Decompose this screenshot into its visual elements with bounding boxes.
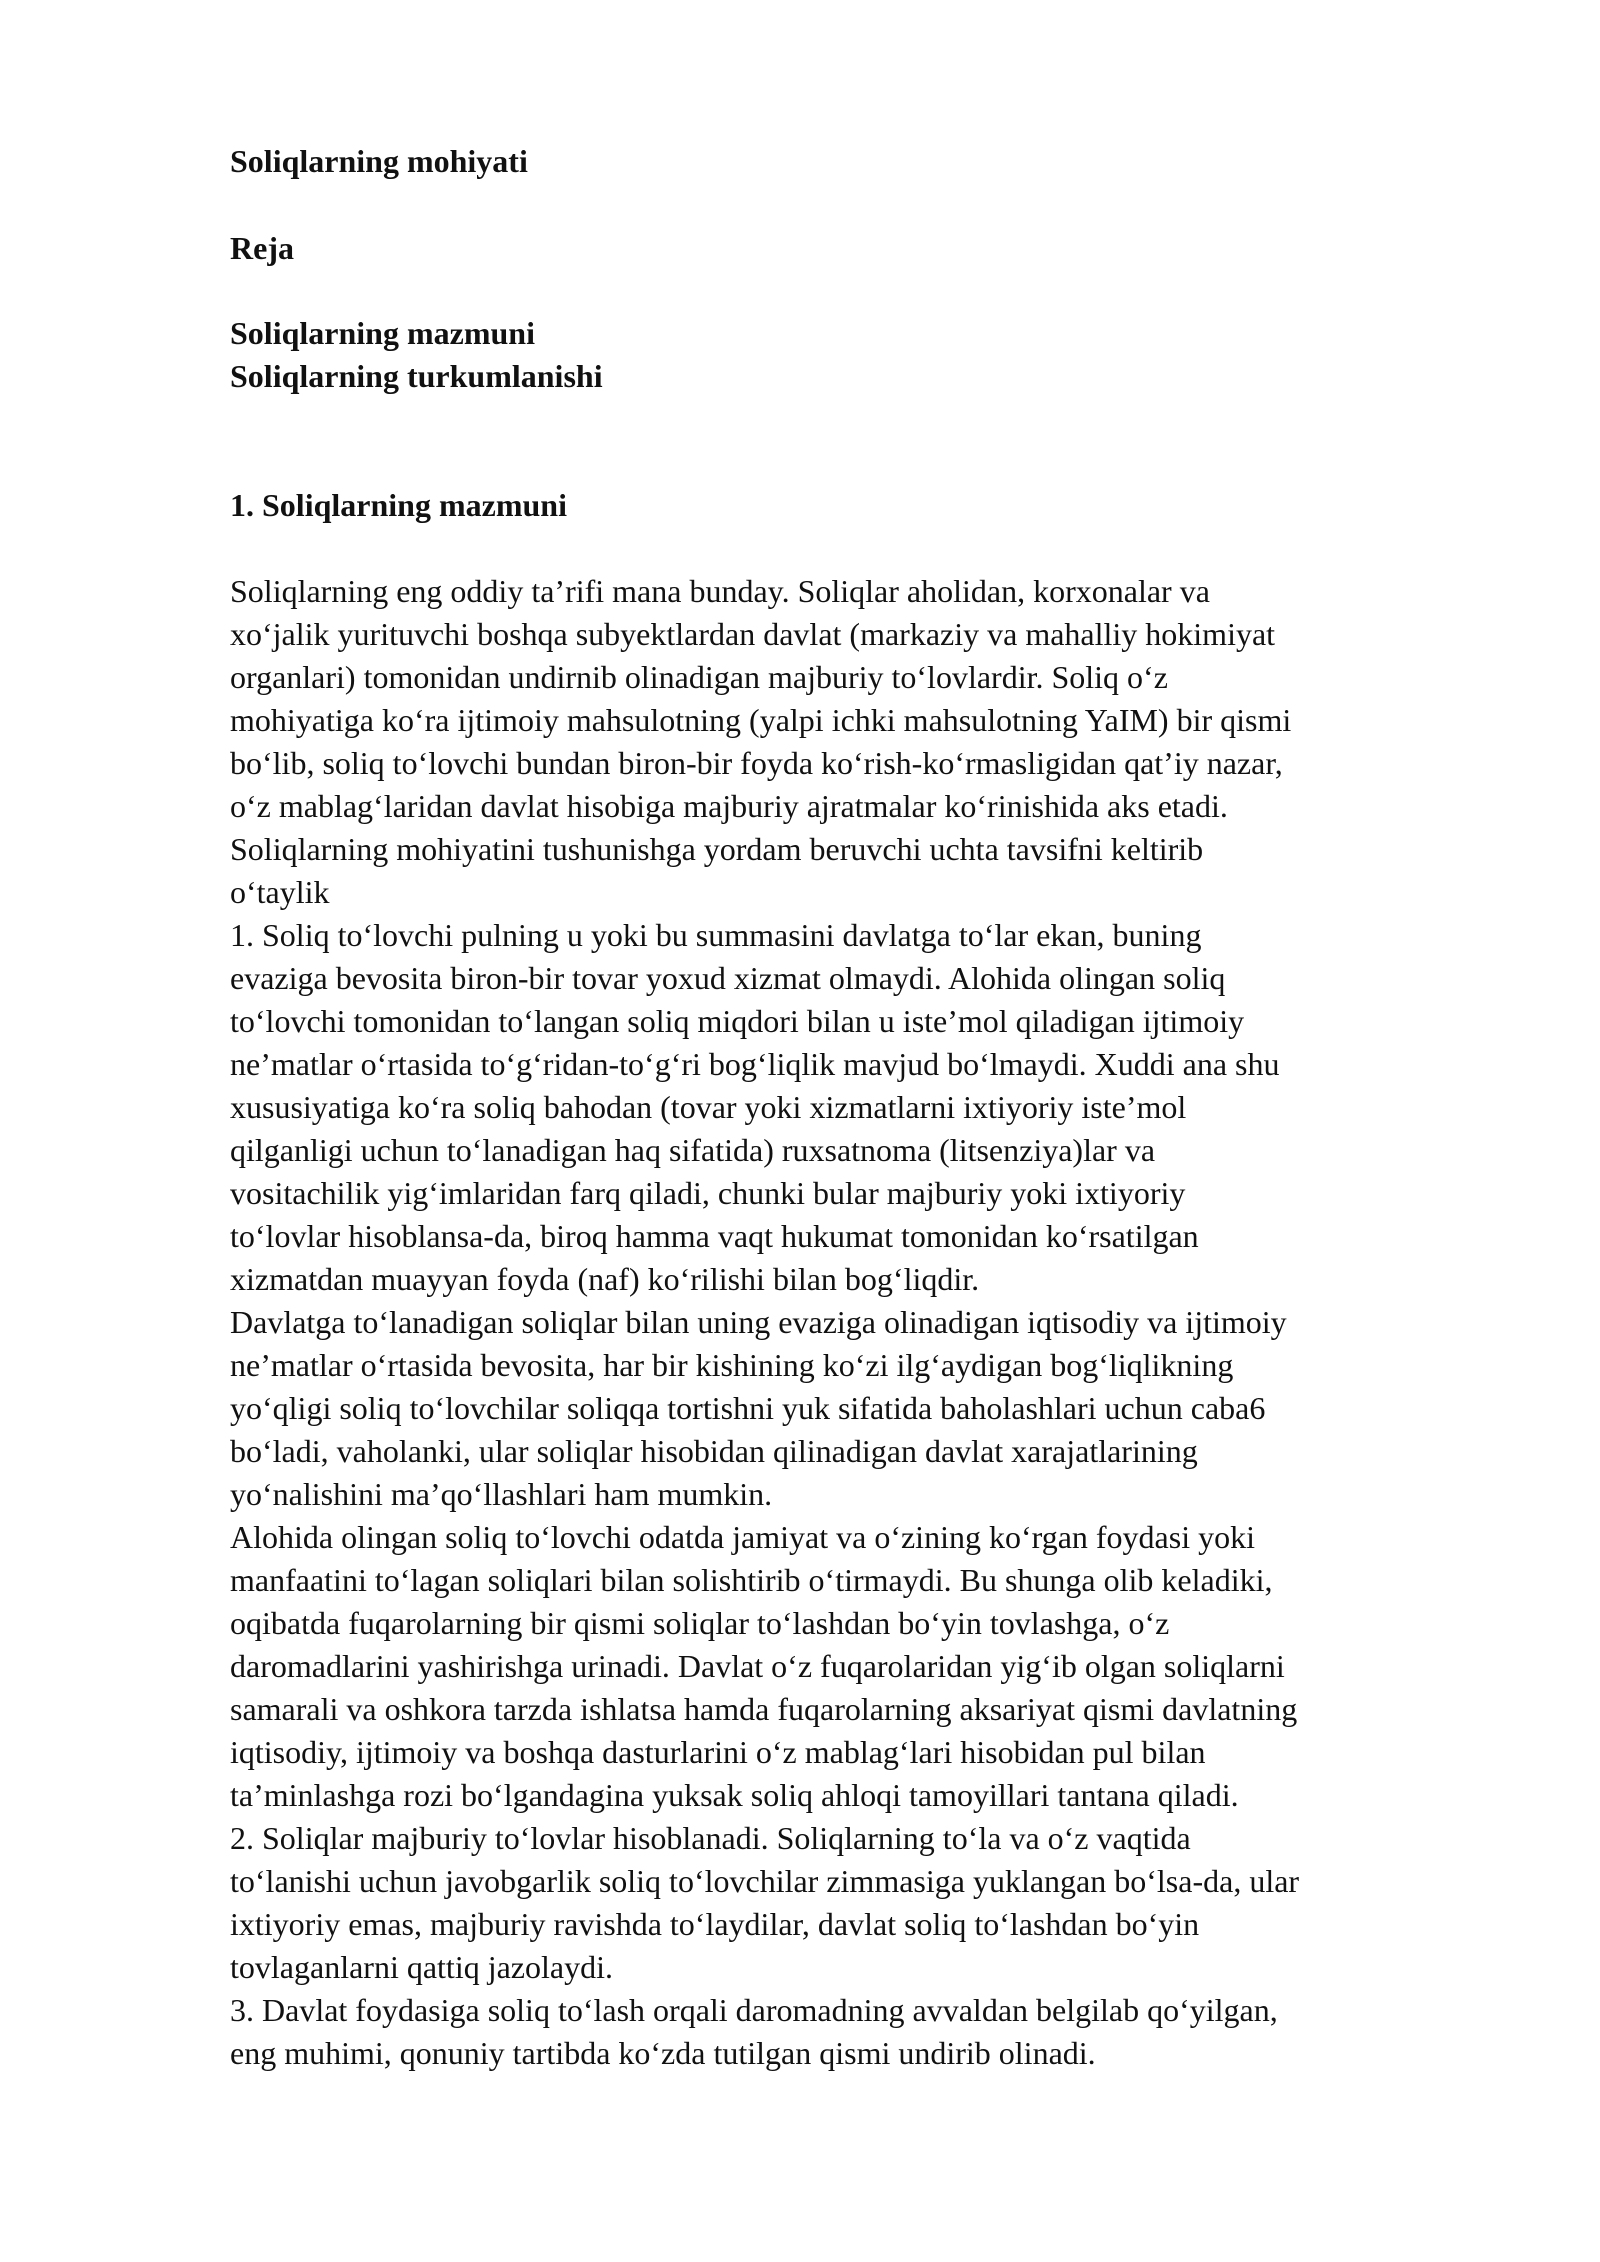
text-line: 3. Davlat foydasiga soliq to‘lash orqali daromadning avvaldan belgilab qo‘yilgan, (230, 1992, 1278, 2028)
text-line: ne’matlar o‘rtasida to‘g‘ridan-to‘g‘ri bog‘liqlik mavjud bo‘lmaydi. Xuddi ana shu (230, 1046, 1280, 1082)
plan-item: Soliqlarning mazmuni (230, 315, 535, 351)
text-line: samarali va oshkora tarzda ishlatsa hamda fuqarolarning aksariyat qismi davlatning (230, 1691, 1298, 1727)
text-line: organlari) tomonidan undirnib olinadigan majburiy to‘lovlardir. Soliq o‘z (230, 659, 1168, 695)
text-line: evaziga bevosita biron-bir tovar yoxud xizmat olmaydi. Alohida olingan soliq (230, 960, 1226, 996)
text-line: Soliqlarning eng oddiy ta’rifi mana bunday. Soliqlar aholidan, korxonalar va (230, 573, 1210, 609)
text-line: bo‘ladi, vaholanki, ular soliqlar hisobidan qilinadigan davlat xarajatlarining (230, 1433, 1198, 1469)
text-line: Soliqlarning mohiyatini tushunishga yordam beruvchi uchta tavsifni keltirib (230, 831, 1204, 867)
text-line: yo‘qligi soliq to‘lovchilar soliqqa tortishni yuk sifatida baholashlari uchun caba6 (230, 1390, 1266, 1426)
text-line: ta’minlashga rozi bo‘lgandagina yuksak soliq ahloqi tamoyillari tantana qiladi. (230, 1777, 1239, 1813)
text-line: eng muhimi, qonuniy tartibda ko‘zda tutilgan qismi undirib olinadi. (230, 2035, 1096, 2071)
plan-title: Reja (230, 230, 294, 266)
text-line: Alohida olingan soliq to‘lovchi odatda jamiyat va o‘zining ko‘rgan foydasi yoki (230, 1519, 1255, 1555)
text-line: to‘lanishi uchun javobgarlik soliq to‘lovchilar zimmasiga yuklangan bo‘lsa-da, ular (230, 1863, 1300, 1899)
section-heading: 1. Soliqlarning mazmuni (230, 487, 567, 523)
text-line: o‘taylik (230, 874, 330, 910)
document-title: Soliqlarning mohiyati (230, 143, 528, 179)
body-text (230, 570, 1520, 2075)
text-line: iqtisodiy, ijtimoiy va boshqa dasturlarini o‘z mablag‘lari hisobidan pul bilan (230, 1734, 1206, 1770)
text-line: ne’matlar o‘rtasida bevosita, har bir kishining ko‘zi ilg‘aydigan bog‘liqlikning (230, 1347, 1234, 1383)
text-line: xususiyatiga ko‘ra soliq bahodan (tovar yoki xizmatlarni ixtiyoriy iste’mol (230, 1089, 1187, 1125)
text-line: mohiyatiga ko‘ra ijtimoiy mahsulotning (yalpi ichki mahsulotning YaIM) bir qismi (230, 702, 1292, 738)
text-line: daromadlarini yashirishga urinadi. Davlat o‘z fuqarolaridan yig‘ib olgan soliqlarni (230, 1648, 1285, 1684)
text-line: xo‘jalik yurituvchi boshqa subyektlardan davlat (markaziy va mahalliy hokimiyat (230, 616, 1276, 652)
text-line: yo‘nalishini ma’qo‘llashlari ham mumkin. (230, 1476, 773, 1512)
text-line: to‘lovlar hisoblansa-da, biroq hamma vaqt hukumat tomonidan ko‘rsatilgan (230, 1218, 1199, 1254)
document-page (230, 140, 1520, 2075)
text-line: 2. Soliqlar majburiy to‘lovlar hisoblanadi. Soliqlarning to‘la va o‘z vaqtida (230, 1820, 1191, 1856)
text-line: bo‘lib, soliq to‘lovchi bundan biron-bir foyda ko‘rish-ko‘rmasligidan qat’iy nazar, (230, 745, 1283, 781)
text-line: o‘z mablag‘laridan davlat hisobiga majburiy ajratmalar ko‘rinishida aks etadi. (230, 788, 1228, 824)
text-line: 1. Soliq to‘lovchi pulning u yoki bu summasini davlatga to‘lar ekan, buning (230, 917, 1202, 953)
text-line: to‘lovchi tomonidan to‘langan soliq miqdori bilan u iste’mol qiladigan ijtimoiy (230, 1003, 1245, 1039)
text-line: manfaatini to‘lagan soliqlari bilan solishtirib o‘tirmaydi. Bu shunga olib keladiki, (230, 1562, 1273, 1598)
text-line: ixtiyoriy emas, majburiy ravishda to‘laydilar, davlat soliq to‘lashdan bo‘yin (230, 1906, 1200, 1942)
plan-item: Soliqlarning turkumlanishi (230, 358, 603, 394)
text-line: xizmatdan muayyan foyda (naf) ko‘rilishi bilan bog‘liqdir. (230, 1261, 980, 1297)
text-line: vositachilik yig‘imlaridan farq qiladi, chunki bular majburiy yoki ixtiyoriy (230, 1175, 1186, 1211)
text-line: qilganligi uchun to‘lanadigan haq sifatida) ruxsatnoma (litsenziya)lar va (230, 1132, 1156, 1168)
plan-list (230, 312, 1520, 398)
text-line: Davlatga to‘lanadigan soliqlar bilan uning evaziga olinadigan iqtisodiy va ijtimoiy (230, 1304, 1287, 1340)
text-line: tovlaganlarni qattiq jazolaydi. (230, 1949, 613, 1985)
text-line: oqibatda fuqarolarning bir qismi soliqlar to‘lashdan bo‘yin tovlashga, o‘z (230, 1605, 1170, 1641)
